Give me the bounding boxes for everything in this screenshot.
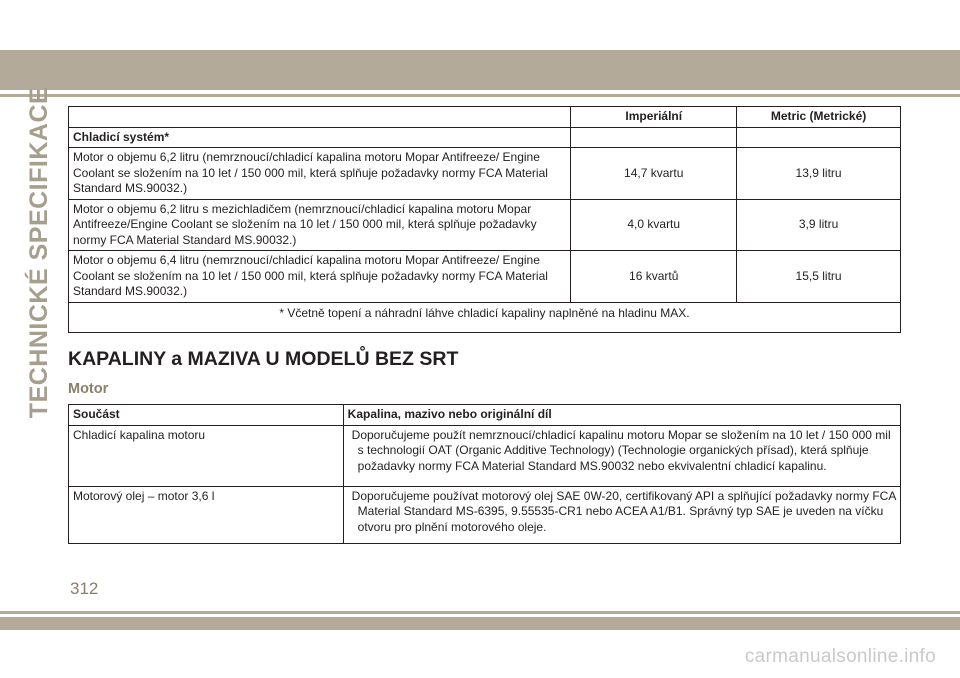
side-section-title-text: TECHNICKÉ SPECIFIKACE	[25, 86, 54, 419]
table-header-row	[69, 405, 901, 426]
metric-value: 13,9 litru	[737, 148, 901, 200]
table-header-cell: Metric (Metrické)	[737, 107, 901, 128]
top-decorative-band	[0, 50, 960, 90]
top-divider	[0, 94, 960, 97]
table-header-row	[69, 107, 901, 128]
side-section-title	[22, 86, 58, 419]
metric-value: 15,5 litru	[737, 251, 901, 303]
page-number: 312	[70, 579, 99, 598]
table-header-cell: Imperiální	[571, 107, 737, 128]
fluid-spec-cell	[343, 425, 900, 486]
table-header-cell	[69, 107, 571, 128]
table-row	[69, 425, 901, 486]
coolant-capacity-table	[68, 106, 901, 333]
table-section-row	[69, 127, 901, 148]
table-row	[69, 199, 901, 251]
table-cell	[737, 127, 901, 148]
table-row	[69, 148, 901, 200]
section-heading: KAPALINY a MAZIVA U MODELŮ BEZ SRT	[68, 348, 459, 370]
bottom-divider	[0, 611, 960, 614]
component-name: Chladicí kapalina motoru	[69, 425, 344, 486]
imperial-value: 4,0 kvartu	[571, 199, 737, 251]
table-row	[69, 251, 901, 303]
table-footnote: * Včetně topení a náhradní láhve chladicí kapaliny naplněné na hladinu MAX.	[69, 302, 901, 332]
fluid-spec-cell	[343, 486, 900, 543]
engine-description: Motor o objemu 6,4 litru (nemrznoucí/chladicí kapalina motoru Mopar Antifreeze/ Engine Coolant se složením na 10 let / 150 000 mil, která splňuje požadavky normy FCA Material Standard MS.90032.)	[69, 251, 571, 303]
component-name: Motorový olej – motor 3,6 l	[69, 486, 344, 543]
fluid-spec: Doporučujeme použít nemrznoucí/chladicí kapalinu motoru Mopar se složením na 10 let / 150 000 mil s technologií OAT (Organic Additive Technology) (Technologie organických přísad), která splňuje požadavky normy FCA Material Standard MS.90032 nebo ekvivalentní chladicí kapalinu.	[351, 427, 891, 473]
cooling-system-label: Chladicí systém*	[69, 127, 571, 148]
sub-heading: Motor	[68, 381, 109, 397]
table-row	[69, 486, 901, 543]
imperial-value: 14,7 kvartu	[571, 148, 737, 200]
table-header-cell: Kapalina, mazivo nebo originální díl	[343, 405, 900, 426]
fluid-spec: Doporučujeme používat motorový olej SAE 0W-20, certifikovaný API a splňující požadavky normy FCA Material Standard MS-6395, 9.55535-CR1 nebo ACEA A1/B1. Správný typ SAE je uveden na víčku otvoru pro plnění motorového oleje.	[351, 488, 896, 534]
metric-value: 3,9 litru	[737, 199, 901, 251]
imperial-value: 16 kvartů	[571, 251, 737, 303]
watermark: carmanualsonline.info	[744, 646, 936, 667]
table-cell	[571, 127, 737, 148]
table-header-cell: Součást	[69, 405, 344, 426]
engine-description: Motor o objemu 6,2 litru (nemrznoucí/chladicí kapalina motoru Mopar Antifreeze/ Engine Coolant se složením na 10 let / 150 000 mil, která splňuje požadavky normy FCA Material Standard MS.90032.)	[69, 148, 571, 200]
engine-description: Motor o objemu 6,2 litru s mezichladičem (nemrznoucí/chladicí kapalina motoru Mopar Antifreeze/Engine Coolant se složením na 10 let / 150 000 mil, která splňuje požadavky normy FCA Material Standard MS.90032.)	[69, 199, 571, 251]
table-footnote-row	[69, 302, 901, 332]
fluids-lubricants-table	[68, 404, 901, 544]
bottom-decorative-band	[0, 617, 960, 630]
